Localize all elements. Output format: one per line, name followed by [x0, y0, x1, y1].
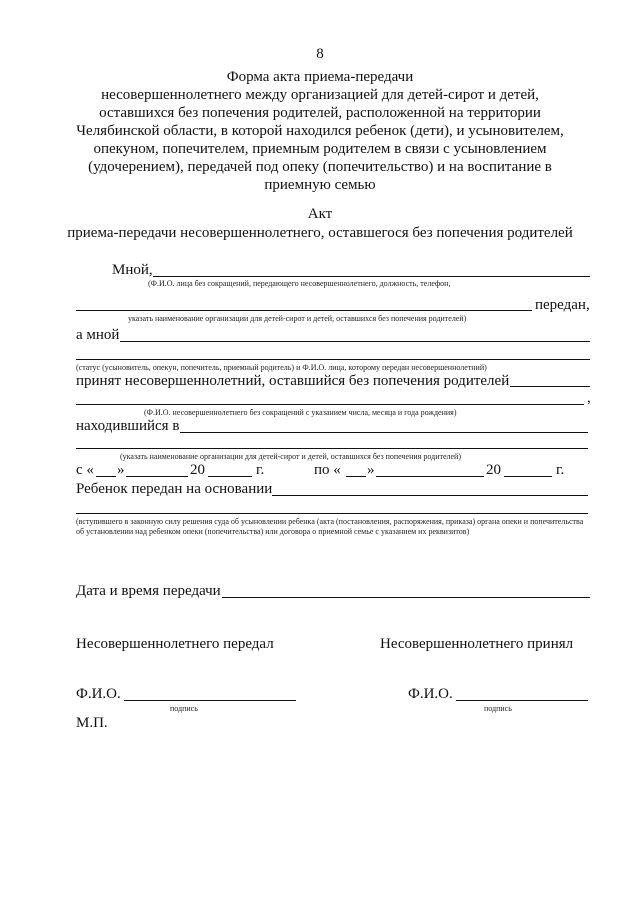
by-me-hint: (Ф.И.О. лица без сокращений, передающего несовершеннолетнего, должность, телефон, — [148, 279, 451, 288]
located-hint: (указать наименование организации для детей-сирот и детей, оставшихся без попечения родителей) — [120, 452, 462, 461]
heading-line-2: несовершеннолетнего между организацией для детей-сирот и детей, — [101, 87, 539, 103]
by-me-line[interactable] — [153, 276, 590, 277]
handed-fio-label: Ф.И.О. — [76, 686, 121, 702]
to-year-prefix: 20 — [486, 462, 501, 478]
from-year-line[interactable] — [208, 476, 252, 477]
to-year-line[interactable] — [504, 476, 552, 477]
stamp-label: М.П. — [76, 715, 108, 731]
received-fio-label: Ф.И.О. — [408, 686, 453, 702]
by-me-label: Мной, — [112, 262, 153, 278]
received-signature-line[interactable] — [456, 700, 588, 701]
and-me-line[interactable] — [120, 341, 590, 342]
transferring-person-line[interactable] — [76, 310, 532, 311]
heading-line-6: (удочерением), передачей под опеку (попечительство) и на воспитание в — [88, 159, 552, 175]
from-quote-close: » — [117, 462, 125, 478]
located-line[interactable] — [180, 432, 588, 433]
handed-signature-hint: подпись — [170, 704, 198, 713]
to-quote-close: » — [367, 462, 375, 478]
and-me-line-2[interactable] — [76, 359, 590, 360]
accepted-label: принят несовершеннолетний, оставшийся без попечения родителей — [76, 373, 510, 389]
from-day-line[interactable] — [96, 476, 116, 477]
located-line-2[interactable] — [76, 448, 588, 449]
page-number: 8 — [316, 46, 324, 62]
to-label: по « — [314, 462, 341, 478]
to-month-line[interactable] — [376, 476, 484, 477]
located-label: находившийся в — [76, 418, 180, 434]
minor-line[interactable] — [76, 404, 584, 405]
from-label: с « — [76, 462, 94, 478]
act-subtitle: приема-передачи несовершеннолетнего, оставшегося без попечения родителей — [67, 225, 573, 241]
basis-line-2[interactable] — [76, 513, 588, 514]
and-me-label: а мной — [76, 327, 120, 343]
heading-line-7: приемную семью — [264, 177, 376, 193]
handed-label: Несовершеннолетнего передал — [76, 636, 274, 652]
heading-line-1: Форма акта приема-передачи — [226, 69, 414, 85]
basis-hint: (вступившего в законную силу решения суда об усыновлении ребенка (акта (постановления, распоряжения, приказа) органа опеки и попечительства об установлении над ребенком опеки (попечительства) или договора о приемной семье с указанием их реквизитов) — [76, 517, 584, 536]
minor-hint: (Ф.И.О. несовершеннолетнего без сокращений с указанием числа, месяца и года рождения) — [144, 408, 457, 417]
act-title: Акт — [307, 206, 333, 222]
handed-signature-line[interactable] — [124, 700, 296, 701]
from-year-prefix: 20 — [190, 462, 205, 478]
from-month-line[interactable] — [126, 476, 188, 477]
to-day-line[interactable] — [346, 476, 366, 477]
comma: , — [587, 390, 591, 406]
received-label: Несовершеннолетнего принял — [380, 636, 574, 652]
heading-line-4: Челябинской области, в которой находился ребенок (дети), и усыновителем, — [76, 123, 564, 139]
accepted-line[interactable] — [510, 386, 590, 387]
datetime-label: Дата и время передачи — [76, 583, 221, 599]
heading-line-3: оставшихся без попечения родителей, расположенной на территории — [99, 105, 541, 121]
received-signature-hint: подпись — [484, 704, 512, 713]
datetime-line[interactable] — [222, 597, 590, 598]
heading-line-5: опекуном, попечителем, приемным родителем в связи с усыновлением — [93, 141, 547, 157]
transferred-label: передан, — [535, 297, 590, 313]
org-hint: указать наименование организации для детей-сирот и детей, оставшихся без попечения родителей) — [128, 314, 467, 323]
from-year-suffix: г. — [256, 462, 265, 478]
to-year-suffix: г. — [556, 462, 565, 478]
basis-line[interactable] — [272, 495, 588, 496]
status-hint: (статус (усыновитель, опекун, попечитель, приемный родитель) и Ф.И.О. лица, которому передан несовершеннолетний) — [76, 363, 487, 372]
basis-label: Ребенок передан на основании — [76, 481, 273, 497]
